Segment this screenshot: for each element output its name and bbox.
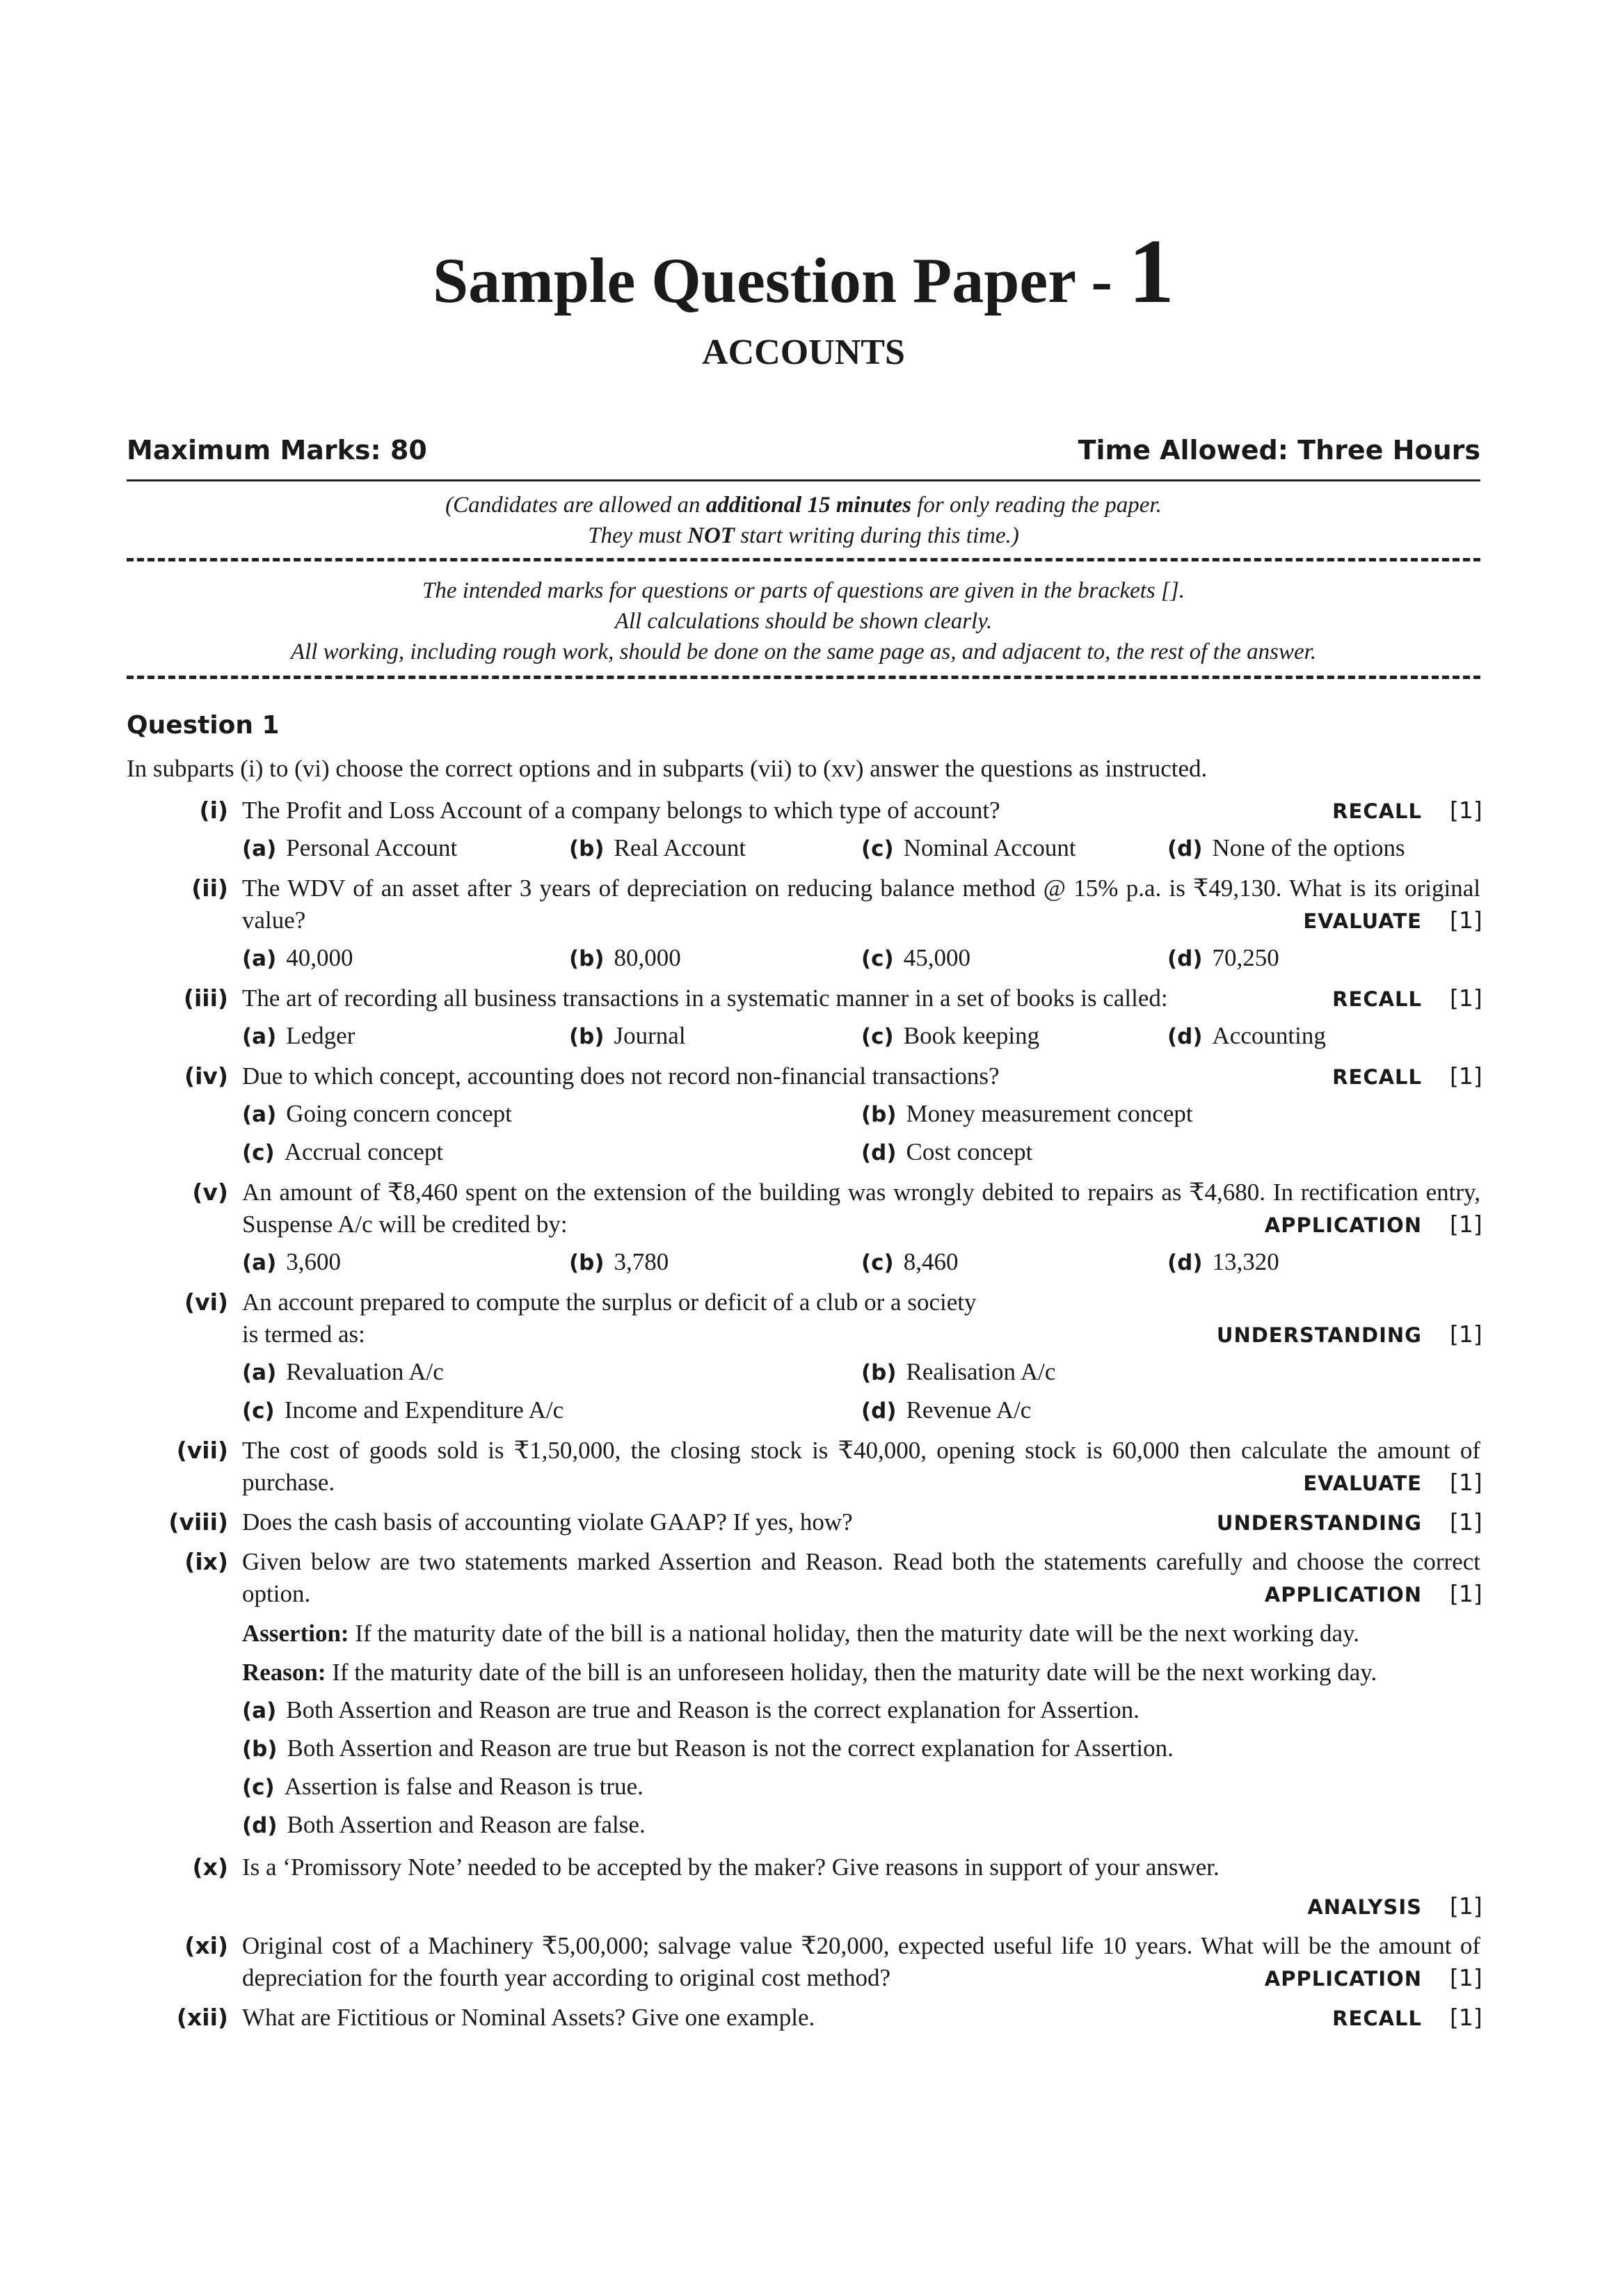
option-text: Accounting bbox=[1212, 1022, 1326, 1049]
option bbox=[1167, 1245, 1480, 1279]
skill-tag: RECALL bbox=[1332, 1065, 1422, 1089]
subquestion bbox=[127, 1177, 1480, 1279]
option-text: Ledger bbox=[286, 1022, 355, 1049]
subquestion-text: The cost of goods sold is ₹1,50,000, the closing stock is ₹40,000, opening stock is 60,000 then calculate the amount of purchase. bbox=[242, 1437, 1480, 1496]
option bbox=[242, 1245, 569, 1279]
option-letter: (b) bbox=[569, 946, 605, 971]
subquestion-text: Original cost of a Machinery ₹5,00,000; salvage value ₹20,000, expected useful life 10 years. What will be the amount of depreciation for the fourth year according to original cost method? bbox=[242, 1932, 1480, 1991]
marks: [1] bbox=[1450, 1580, 1482, 1607]
option-letter: (a) bbox=[242, 1024, 277, 1049]
option-letter: (d) bbox=[1167, 1250, 1203, 1275]
option-letter: (b) bbox=[569, 1250, 605, 1275]
option-letter: (a) bbox=[242, 836, 277, 861]
subquestion-number: (v) bbox=[192, 1179, 228, 1206]
reason-statement bbox=[242, 1657, 1480, 1689]
subquestion-text: What are Fictitious or Nominal Assets? Give one example. bbox=[242, 2004, 815, 2031]
max-marks: Maximum Marks: 80 bbox=[127, 435, 427, 465]
marks: [1] bbox=[1450, 1469, 1482, 1496]
option bbox=[1167, 1019, 1480, 1053]
options bbox=[242, 1019, 1480, 1053]
option-text: Accrual concept bbox=[284, 1138, 444, 1165]
note-text: (Candidates are allowed an bbox=[445, 493, 706, 518]
option bbox=[242, 1768, 1480, 1806]
option-letter: (c) bbox=[861, 946, 894, 971]
option-text: 8,460 bbox=[903, 1248, 959, 1275]
note-emphasis: additional 15 minutes bbox=[705, 493, 911, 518]
option-letter: (d) bbox=[861, 1140, 897, 1165]
subquestion-number: (xii) bbox=[176, 2004, 228, 2031]
option bbox=[861, 1394, 1480, 1428]
subquestion bbox=[127, 982, 1480, 1053]
subquestion bbox=[127, 1851, 1480, 1923]
subquestion bbox=[127, 1546, 1480, 1844]
option-letter: (a) bbox=[242, 1360, 277, 1385]
skill-tag: EVALUATE bbox=[1303, 909, 1422, 933]
subquestion-number: (ix) bbox=[184, 1548, 228, 1575]
option bbox=[242, 1806, 1480, 1844]
option bbox=[1167, 831, 1480, 866]
option bbox=[242, 1135, 861, 1170]
skill-tag: EVALUATE bbox=[1303, 1472, 1422, 1495]
subquestion bbox=[127, 1506, 1480, 1539]
marks: [1] bbox=[1450, 797, 1482, 824]
marks: [1] bbox=[1450, 907, 1482, 934]
subquestion-text: The WDV of an asset after 3 years of depreciation on reducing balance method @ 15% p.a. is ₹49,130. What is its original value? bbox=[242, 875, 1480, 934]
option-letter: (b) bbox=[569, 836, 605, 861]
option-text: Revaluation A/c bbox=[286, 1358, 444, 1385]
marks: [1] bbox=[1450, 1211, 1482, 1238]
option-text: Going concern concept bbox=[286, 1100, 512, 1127]
dashed-rule bbox=[127, 676, 1480, 679]
subquestion-number: (vi) bbox=[184, 1289, 228, 1316]
option-letter: (b) bbox=[242, 1737, 278, 1762]
subquestion-text: An amount of ₹8,460 spent on the extension of the building was wrongly debited to repairs as ₹4,680. In rectification entry, Suspense A/c will be credited by: bbox=[242, 1179, 1480, 1238]
subquestion bbox=[127, 872, 1480, 975]
option-text: 13,320 bbox=[1212, 1248, 1279, 1275]
subquestion-number: (xi) bbox=[184, 1932, 228, 1959]
skill-tag: ANALYSIS bbox=[1307, 1895, 1422, 1919]
title-text: Sample Question Paper - bbox=[432, 245, 1129, 316]
content bbox=[127, 220, 1482, 2034]
solid-rule bbox=[127, 479, 1480, 481]
option-text: Realisation A/c bbox=[906, 1358, 1056, 1385]
option-text: 80,000 bbox=[614, 944, 681, 971]
subquestion-text: The Profit and Loss Account of a company belongs to which type of account? bbox=[242, 797, 1000, 824]
option-text: 40,000 bbox=[286, 944, 353, 971]
option-text: 3,600 bbox=[286, 1248, 342, 1275]
option bbox=[569, 1019, 861, 1053]
title-number: 1 bbox=[1128, 220, 1175, 322]
reading-time-note bbox=[127, 490, 1480, 551]
assertion-statement bbox=[242, 1618, 1480, 1650]
option bbox=[861, 831, 1167, 866]
note-text: start writing during this time.) bbox=[734, 523, 1019, 548]
subject-heading: ACCOUNTS bbox=[702, 333, 905, 372]
instruction-line: The intended marks for questions or parts of questions are given in the brackets []. bbox=[422, 578, 1185, 603]
subquestion-text: Due to which concept, accounting does not record non-financial transactions? bbox=[242, 1062, 1000, 1090]
option bbox=[861, 1097, 1480, 1131]
option bbox=[242, 831, 569, 866]
option-text: Personal Account bbox=[286, 834, 458, 861]
skill-tag: APPLICATION bbox=[1264, 1583, 1422, 1607]
option-letter: (c) bbox=[861, 836, 894, 861]
skill-tag: APPLICATION bbox=[1264, 1967, 1422, 1991]
option-letter: (b) bbox=[569, 1024, 605, 1049]
options bbox=[242, 831, 1480, 866]
page-title bbox=[127, 220, 1480, 322]
marks: [1] bbox=[1450, 1508, 1482, 1536]
option-text: Both Assertion and Reason are true and Reason is the correct explanation for Assertion. bbox=[286, 1696, 1140, 1723]
subquestion-number: (i) bbox=[199, 797, 228, 824]
skill-tag: RECALL bbox=[1332, 987, 1422, 1011]
options bbox=[242, 1245, 1480, 1279]
option-letter: (d) bbox=[1167, 836, 1203, 861]
reason-label: Reason: bbox=[242, 1659, 326, 1686]
option-letter: (c) bbox=[242, 1140, 275, 1165]
note-emphasis: NOT bbox=[687, 523, 735, 548]
reason-text: If the maturity date of the bill is an unforeseen holiday, then the maturity date will be the next working day. bbox=[326, 1659, 1377, 1686]
question-heading: Question 1 bbox=[127, 711, 280, 740]
marks: [1] bbox=[1450, 2004, 1482, 2031]
subquestion-text: An account prepared to compute the surplus or deficit of a club or a society bbox=[242, 1289, 977, 1316]
subquestion bbox=[127, 1435, 1480, 1499]
option bbox=[242, 1691, 1480, 1730]
option-letter: (a) bbox=[242, 1698, 277, 1723]
option-letter: (c) bbox=[242, 1398, 275, 1424]
option-letter: (b) bbox=[861, 1102, 897, 1127]
options bbox=[242, 1691, 1480, 1844]
subquestion-text: Given below are two statements marked Assertion and Reason. Read both the statements carefully and choose the correct option. bbox=[242, 1548, 1480, 1607]
option-text: Journal bbox=[614, 1022, 686, 1049]
option-text: Real Account bbox=[614, 834, 746, 861]
meta-row bbox=[127, 431, 1480, 470]
subquestion bbox=[127, 1060, 1480, 1170]
option bbox=[861, 1019, 1167, 1053]
option bbox=[861, 1245, 1167, 1279]
subquestion-number: (vii) bbox=[176, 1437, 228, 1464]
question-intro: In subparts (i) to (vi) choose the correct options and in subparts (vii) to (xv) answer the questions as instructed. bbox=[127, 755, 1208, 782]
option bbox=[861, 941, 1167, 975]
option-text: Cost concept bbox=[906, 1138, 1033, 1165]
marks: [1] bbox=[1450, 1321, 1482, 1348]
option-letter: (a) bbox=[242, 1102, 277, 1127]
option-letter: (a) bbox=[242, 946, 277, 971]
option bbox=[569, 941, 861, 975]
subquestion bbox=[127, 795, 1480, 866]
option-text: Nominal Account bbox=[903, 834, 1076, 861]
subquestion-number: (x) bbox=[192, 1853, 228, 1881]
dashed-rule bbox=[127, 558, 1480, 561]
option-letter: (d) bbox=[1167, 1024, 1203, 1049]
option-letter: (d) bbox=[1167, 946, 1203, 971]
subquestion-number: (viii) bbox=[168, 1508, 228, 1536]
option bbox=[242, 941, 569, 975]
option-text: Revenue A/c bbox=[906, 1396, 1032, 1424]
instruction-line: All working, including rough work, should be done on the same page as, and adjacent to, the rest of the answer. bbox=[290, 639, 1317, 664]
option-text: Money measurement concept bbox=[906, 1100, 1193, 1127]
option-text: Assertion is false and Reason is true. bbox=[284, 1773, 643, 1800]
note-text: They must bbox=[588, 523, 688, 548]
option bbox=[861, 1135, 1480, 1170]
option bbox=[1167, 941, 1480, 975]
skill-tag: RECALL bbox=[1332, 799, 1422, 823]
option bbox=[242, 1394, 861, 1428]
option-letter: (c) bbox=[861, 1250, 894, 1275]
marks: [1] bbox=[1450, 984, 1482, 1012]
note-text: for only reading the paper. bbox=[911, 493, 1162, 518]
subquestion bbox=[127, 2002, 1480, 2034]
option-text: Both Assertion and Reason are true but Reason is not the correct explanation for Assertion. bbox=[287, 1735, 1174, 1762]
instruction-line: All calculations should be shown clearly. bbox=[614, 609, 993, 634]
options bbox=[242, 1097, 1480, 1170]
marks: [1] bbox=[1450, 1892, 1482, 1920]
marks: [1] bbox=[1450, 1062, 1482, 1090]
option-text: 70,250 bbox=[1212, 944, 1279, 971]
subquestion-text: The art of recording all business transactions in a systematic manner in a set of books is called: bbox=[242, 984, 1168, 1012]
option bbox=[242, 1097, 861, 1131]
subquestion-list bbox=[127, 795, 1480, 2034]
subquestion-text: Is a ‘Promissory Note’ needed to be accepted by the maker? Give reasons in support of your answer. bbox=[242, 1853, 1220, 1881]
options bbox=[242, 941, 1480, 975]
subquestion-text: Does the cash basis of accounting violate GAAP? If yes, how? bbox=[242, 1508, 853, 1536]
options bbox=[242, 1355, 1480, 1428]
option-text: Income and Expenditure A/c bbox=[284, 1396, 564, 1424]
option-letter: (c) bbox=[242, 1775, 275, 1800]
subquestion bbox=[127, 1930, 1480, 1995]
assertion-label: Assertion: bbox=[242, 1620, 349, 1647]
skill-tag: APPLICATION bbox=[1264, 1213, 1422, 1237]
option-text: 45,000 bbox=[903, 944, 970, 971]
skill-tag: RECALL bbox=[1332, 2007, 1422, 2030]
general-instructions bbox=[127, 575, 1480, 667]
time-allowed: Time Allowed: Three Hours bbox=[1078, 435, 1480, 465]
option-text: None of the options bbox=[1212, 834, 1405, 861]
assertion-text: If the maturity date of the bill is a national holiday, then the maturity date will be the next working day. bbox=[349, 1620, 1360, 1647]
skill-tag: UNDERSTANDING bbox=[1216, 1511, 1422, 1535]
option bbox=[242, 1730, 1480, 1768]
marks: [1] bbox=[1450, 1964, 1482, 1991]
option bbox=[569, 1245, 861, 1279]
option-letter: (b) bbox=[861, 1360, 897, 1385]
option-letter: (d) bbox=[861, 1398, 897, 1424]
option-text: 3,780 bbox=[614, 1248, 669, 1275]
option-text: Both Assertion and Reason are false. bbox=[287, 1811, 646, 1838]
option bbox=[242, 1355, 861, 1389]
subquestion-number: (iii) bbox=[183, 984, 228, 1012]
option-letter: (d) bbox=[242, 1813, 278, 1838]
option bbox=[861, 1355, 1480, 1389]
subquestion-number: (iv) bbox=[184, 1062, 228, 1090]
option-text: Book keeping bbox=[903, 1022, 1040, 1049]
skill-tag: UNDERSTANDING bbox=[1216, 1323, 1422, 1347]
option bbox=[569, 831, 861, 866]
option-letter: (a) bbox=[242, 1250, 277, 1275]
option-letter: (c) bbox=[861, 1024, 894, 1049]
subquestion-text-continued: is termed as: bbox=[242, 1321, 365, 1348]
option bbox=[242, 1019, 569, 1053]
subquestion-number: (ii) bbox=[191, 875, 228, 902]
subquestion bbox=[127, 1286, 1480, 1428]
